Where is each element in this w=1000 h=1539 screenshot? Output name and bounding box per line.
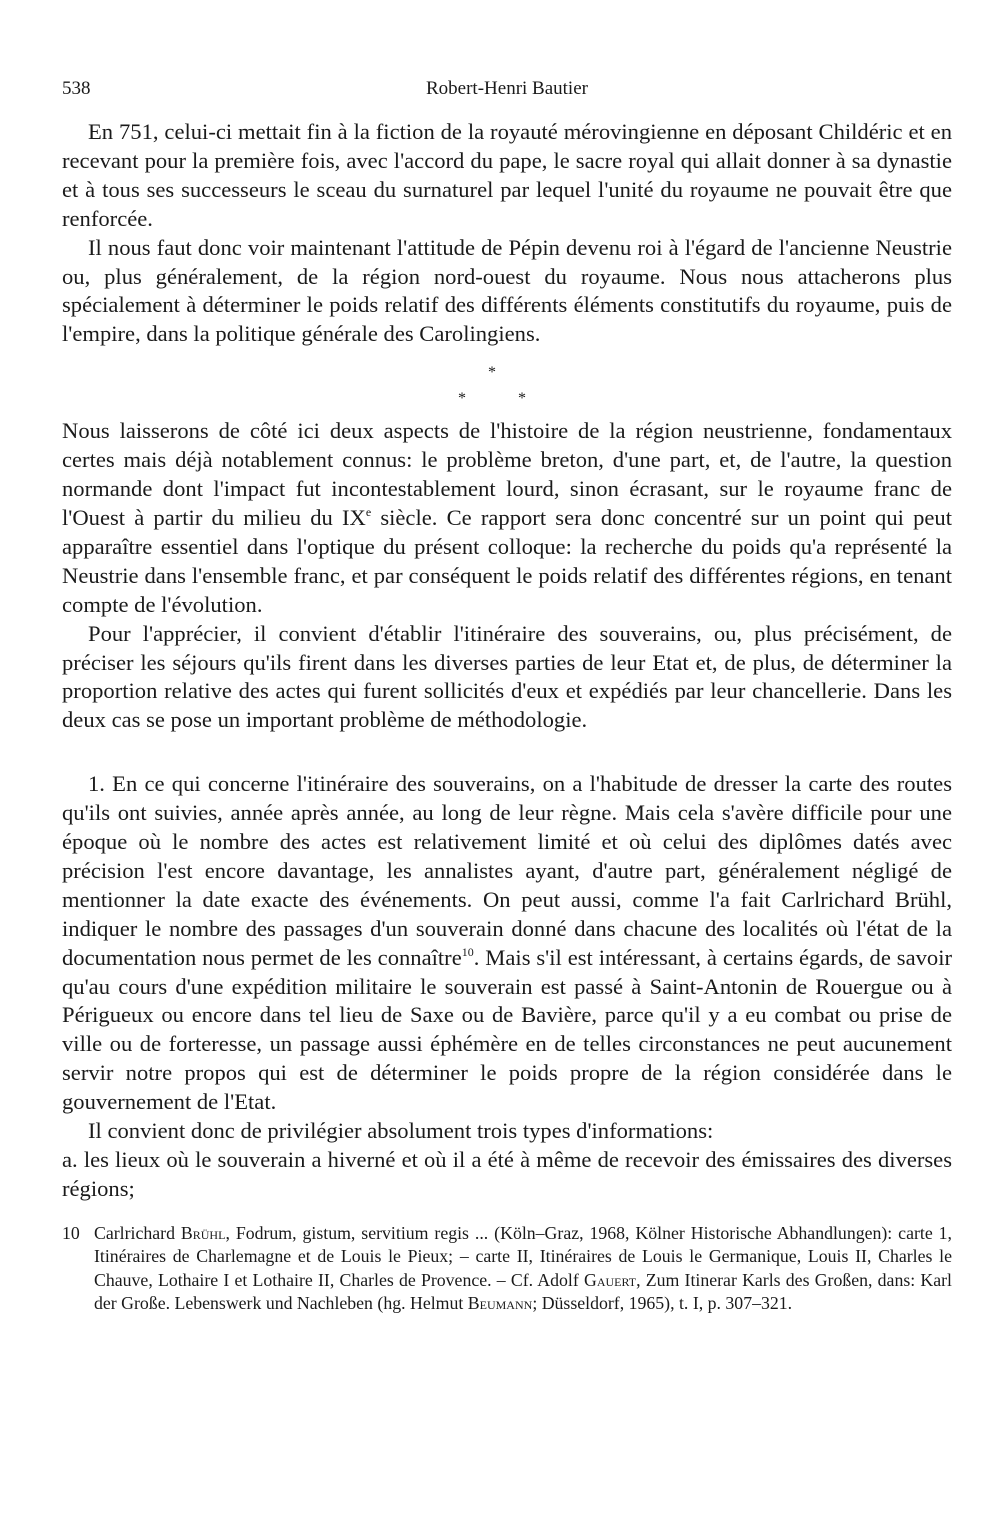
running-head	[62, 78, 952, 112]
footnote-text-1: Carlrichard	[94, 1222, 181, 1243]
section-separator	[62, 355, 952, 417]
footnote-author: Brühl	[180, 1222, 226, 1243]
footnote-text-4: ; Düsseldorf, 1965), t. I, p. 307–321.	[532, 1293, 793, 1314]
footnote	[62, 1222, 952, 1316]
footnote-reference[interactable]: 10	[461, 944, 474, 959]
paragraph-2: Il nous faut donc voir maintenant l'attitude de Pépin devenu roi à l'égard de l'ancienne Neustrie ou, plus généralement, de la région nord-ouest du royaume. Nous nous attacherons plus spécialement à déterminer le poids relatif des différents éléments constitutifs du royaume, puis de l'empire, dans la politique générale des Carolingiens.	[62, 234, 952, 347]
body-text	[62, 118, 952, 1204]
footnote-text-2: , Fodrum, gistum, servitium regis ... (Köln–Graz, 1968, Kölner Historische Abhandlungen): carte 1, Itinéraires de Charlemagne et de Louis le Pieux; – carte II, Itinéraires de Louis le Germanique, Louis II, Charles le Chauve, Lothaire I et Lothaire II, Charles de Provence. – Cf. Adolf	[94, 1222, 952, 1290]
footnote-author: Gauert	[584, 1269, 637, 1290]
paragraph-3-text-b: siècle. Ce rapport sera donc concentré sur un point qui peut apparaître essentiel dans l'optique du présent colloque: la recherche du poids qu'a représenté la Neustrie dans l'ensemble franc, et par conséquent le poids relatif des différentes régions, en tenant compte de l'évolution.	[62, 504, 953, 617]
running-title: Robert-Henri Bautier	[426, 78, 588, 99]
footnote-author: Beumann	[467, 1293, 533, 1314]
footnote-number: 10	[62, 1222, 80, 1243]
paragraph-5-text-b: . Mais s'il est intéressant, à certains égards, de savoir qu'au cours d'une expédition militaire le souverain est passé à Saint-Antonin de Rouergue ou à Périgueux ou encore dans tel lieu de Saxe ou de Bavière, parce qu'il y a eu combat ou prise de ville ou de forteresse, un passage aussi éphémère en de telles circonstances ne peut aucunement servir notre propos qui est de déterminer le poids propre de la région considérée dans le gouvernement de l'Etat.	[62, 944, 952, 1115]
footnote-text-3: , Zum Itinerar Karls des Großen, dans: Karl der Große. Lebenswerk und Nachleben (hg. Helmut	[94, 1269, 952, 1314]
page	[62, 78, 952, 1315]
paragraph-5	[62, 770, 952, 1117]
paragraph-5-text-a: 1. En ce qui concerne l'itinéraire des souverains, on a l'habitude de dresser la carte des routes qu'ils ont suivies, année après année, au long de leur règne. Mais cela s'avère difficile pour une époque où le nombre des actes est relativement limité et où celui des diplômes datés avec précision l'est encore davantage, les annalistes ayant, d'autre part, généralement négligé de mentionner la date exacte des événements. On peut aussi, comme l'a fait Carlrichard Brühl, indiquer le nombre des passages d'un souverain donné dans chacune des localités où l'état de la documentation nous permet de les connaître	[62, 771, 952, 970]
paragraph-4: Pour l'apprécier, il convient d'établir l'itinéraire des souverains, ou, plus précisément, de préciser les séjours qu'ils firent dans les diverses parties de leur Etat et, de plus, de déterminer la proportion relative des actes qui furent sollicités d'eux et expédiés par leur chancellerie. Dans les deux cas se pose un important problème de méthodologie.	[62, 620, 952, 733]
separator-asterisk: *	[518, 390, 526, 408]
paragraph-6: Il convient donc de privilégier absolument trois types d'informations:	[88, 1118, 714, 1144]
page-number: 538	[62, 78, 91, 99]
century-superscript: e	[365, 504, 372, 519]
paragraph-3-text-a: Nous laisserons de côté ici deux aspects de l'histoire de la région neustrienne, fondamentaux certes mais déjà notablement connus: le problème breton, d'une part, et, de l'autre, la question normande dont l'impact fut incontestablement lourd, sinon écrasant, sur le royaume franc de l'Ouest à partir du milieu du IX	[62, 418, 952, 530]
paragraph-1: En 751, celui-ci mettait fin à la fiction de la royauté mérovingienne en déposant Childéric et en recevant pour la première fois, avec l'accord du pape, le sacre royal qui allait donner à sa dynastie et à tous ses successeurs le sceau du surnaturel par lequel l'unité du royaume ne pouvait être que renforcée.	[62, 119, 952, 231]
separator-asterisk: *	[458, 390, 466, 408]
separator-asterisk: *	[488, 364, 496, 382]
paragraph-3	[62, 417, 952, 619]
list-item-a: a. les lieux où le souverain a hiverné et où il a été à même de recevoir des émissaires des diverses régions;	[62, 1147, 952, 1201]
